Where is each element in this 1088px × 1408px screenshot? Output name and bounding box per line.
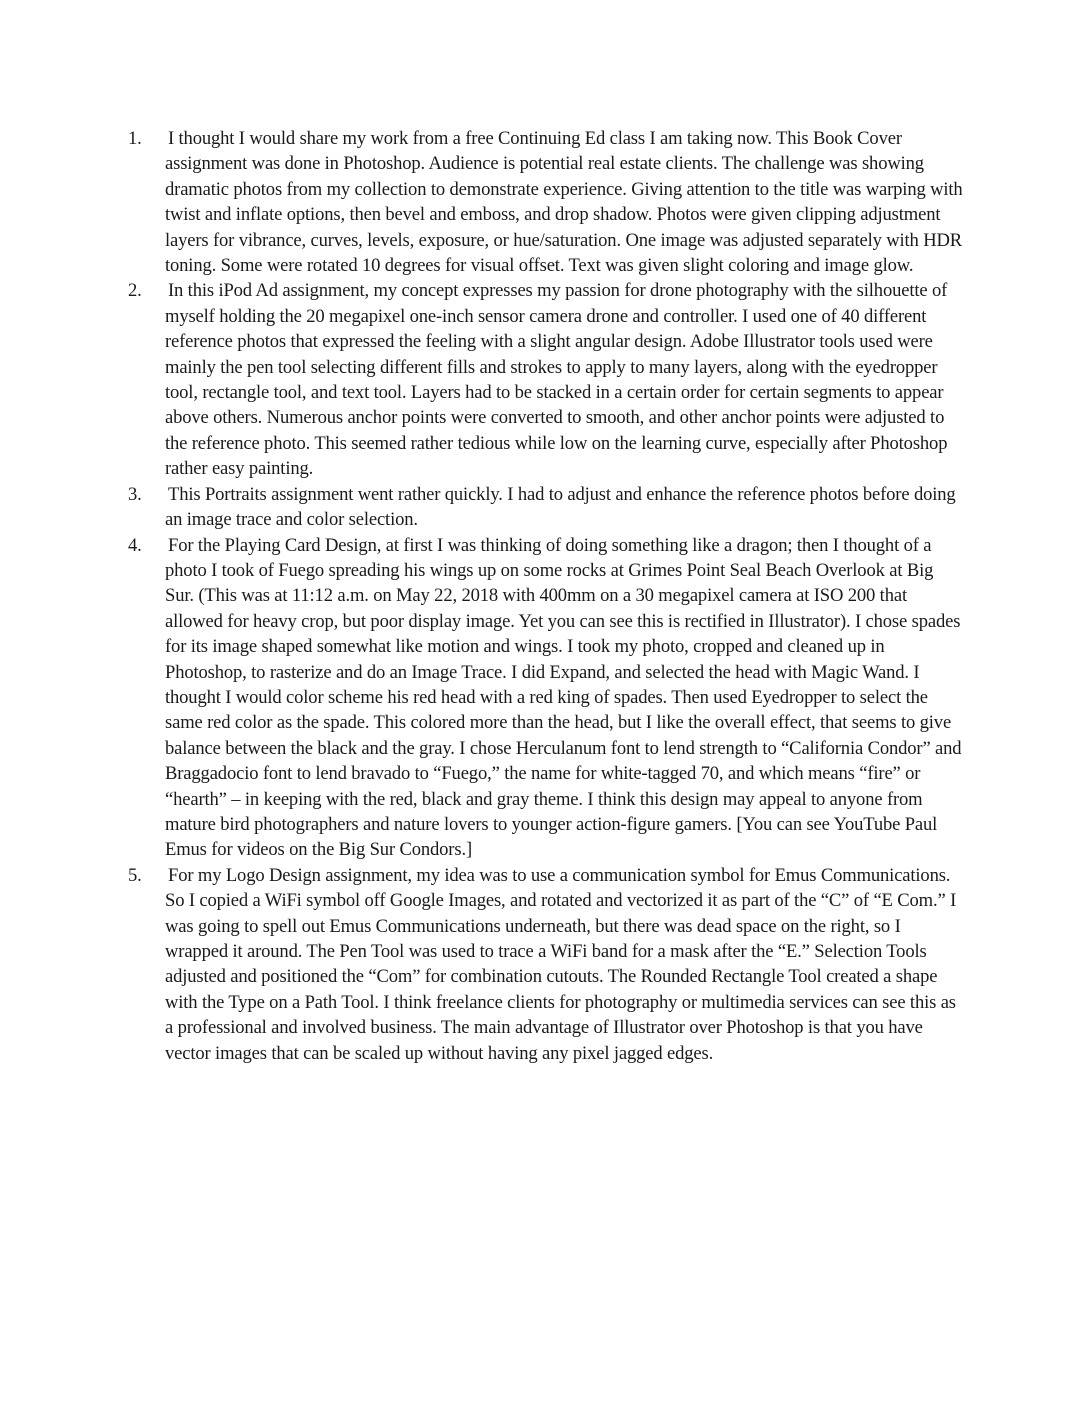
list-item-5 [124, 863, 964, 1066]
list-item-number: 3. [128, 483, 142, 505]
list-item-number: 1. [128, 128, 142, 149]
list-item-number: 5. [128, 864, 142, 886]
list-item-text: I thought I would share my work from a free Continuing Ed class I am taking now. This Book Cover assignment was done in Photoshop. Audience is potential real estate clients. The challenge was showing dramatic photos from my collection to demonstrate experience. Giving attention to the title was warping with twist and inflate options, then bevel and emboss, and drop shadow. Photos were given clipping adjustment layers for vibrance, curves, levels, exposure, or hue/saturation. One image was adjusted separately with HDR toning. Some were rotated 10 degrees for visual offset. Text was given slight coloring and image glow. [165, 128, 963, 277]
list-item-4 [124, 533, 964, 863]
list-item-1 [124, 126, 964, 278]
list-item-number: 2. [128, 280, 142, 302]
list-item-3 [124, 482, 964, 533]
list-item-text: In this iPod Ad assignment, my concept expresses my passion for drone photography with the silhouette of myself holding the 20 megapixel one-inch sensor camera drone and controller. I used one of 40 different reference photos that expressed the feeling with a slight angular design. Adobe Illustrator tools used were mainly the pen tool selecting different fills and strokes to apply to many layers, along with the eyedropper tool, rectangle tool, and text tool. Layers had to be stacked in a certain order for certain segments to appear above others. Numerous anchor points were converted to smooth, and other anchor points were adjusted to the reference photo. This seemed rather tedious while low on the learning curve, especially after Photoshop rather easy painting. [165, 280, 948, 480]
list-item-text: For my Logo Design assignment, my idea was to use a communication symbol for Emus Communications. So I copied a WiFi symbol off Google Images, and rotated and vectorized it as part of the “C” of “E Com.” I was going to spell out Emus Communications underneath, but there was dead space on the right, so I wrapped it around. The Pen Tool was used to trace a WiFi band for a mask after the “E.” Selection Tools adjusted and positioned the “Com” for combination cutouts. The Rounded Rectangle Tool created a shape with the Type on a Path Tool. I think freelance clients for photography or multimedia services can see this as a professional and involved business. The main advantage of Illustrator over Photoshop is that you have vector images that can be scaled up without having any pixel jagged edges. [165, 864, 957, 1064]
list-item-2 [124, 278, 964, 481]
list-item-text: For the Playing Card Design, at first I was thinking of doing something like a dragon; then I thought of a photo I took of Fuego spreading his wings up on some rocks at Grimes Point Seal Beach Overlook at Big Sur. (This was at 11:12 a.m. on May 22, 2018 with 400mm on a 30 megapixel camera at ISO 200 that allowed for heavy crop, but poor display image. Yet you can see this is rectified in Illustrator). I chose spades for its image shaped somewhat like motion and wings. I took my photo, cropped and cleaned up in Photoshop, to rasterize and do an Image Trace. I did Expand, and selected the head with Magic Wand. I thought I would color scheme his red head with a red king of spades. Then used Eyedropper to select the same red color as the spade. This colored more than the head, but I like the overall effect, that seems to give balance between the black and the gray. I chose Herculanum font to lend strength to “California Condor” and Braggadocio font to lend bravado to “Fuego,” the name for white-tagged 70, and which means “fire” or “hearth” – in keeping with the red, black and gray theme. I think this design may appeal to anyone from mature bird photographers and nature lovers to younger action-figure gamers. [You can see YouTube Paul Emus for videos on the Big Sur Condors.] [165, 534, 962, 861]
numbered-list [124, 126, 964, 1066]
list-item-text: This Portraits assignment went rather quickly. I had to adjust and enhance the reference photos before doing an image trace and color selection. [165, 483, 956, 531]
list-item-number: 4. [128, 534, 142, 556]
